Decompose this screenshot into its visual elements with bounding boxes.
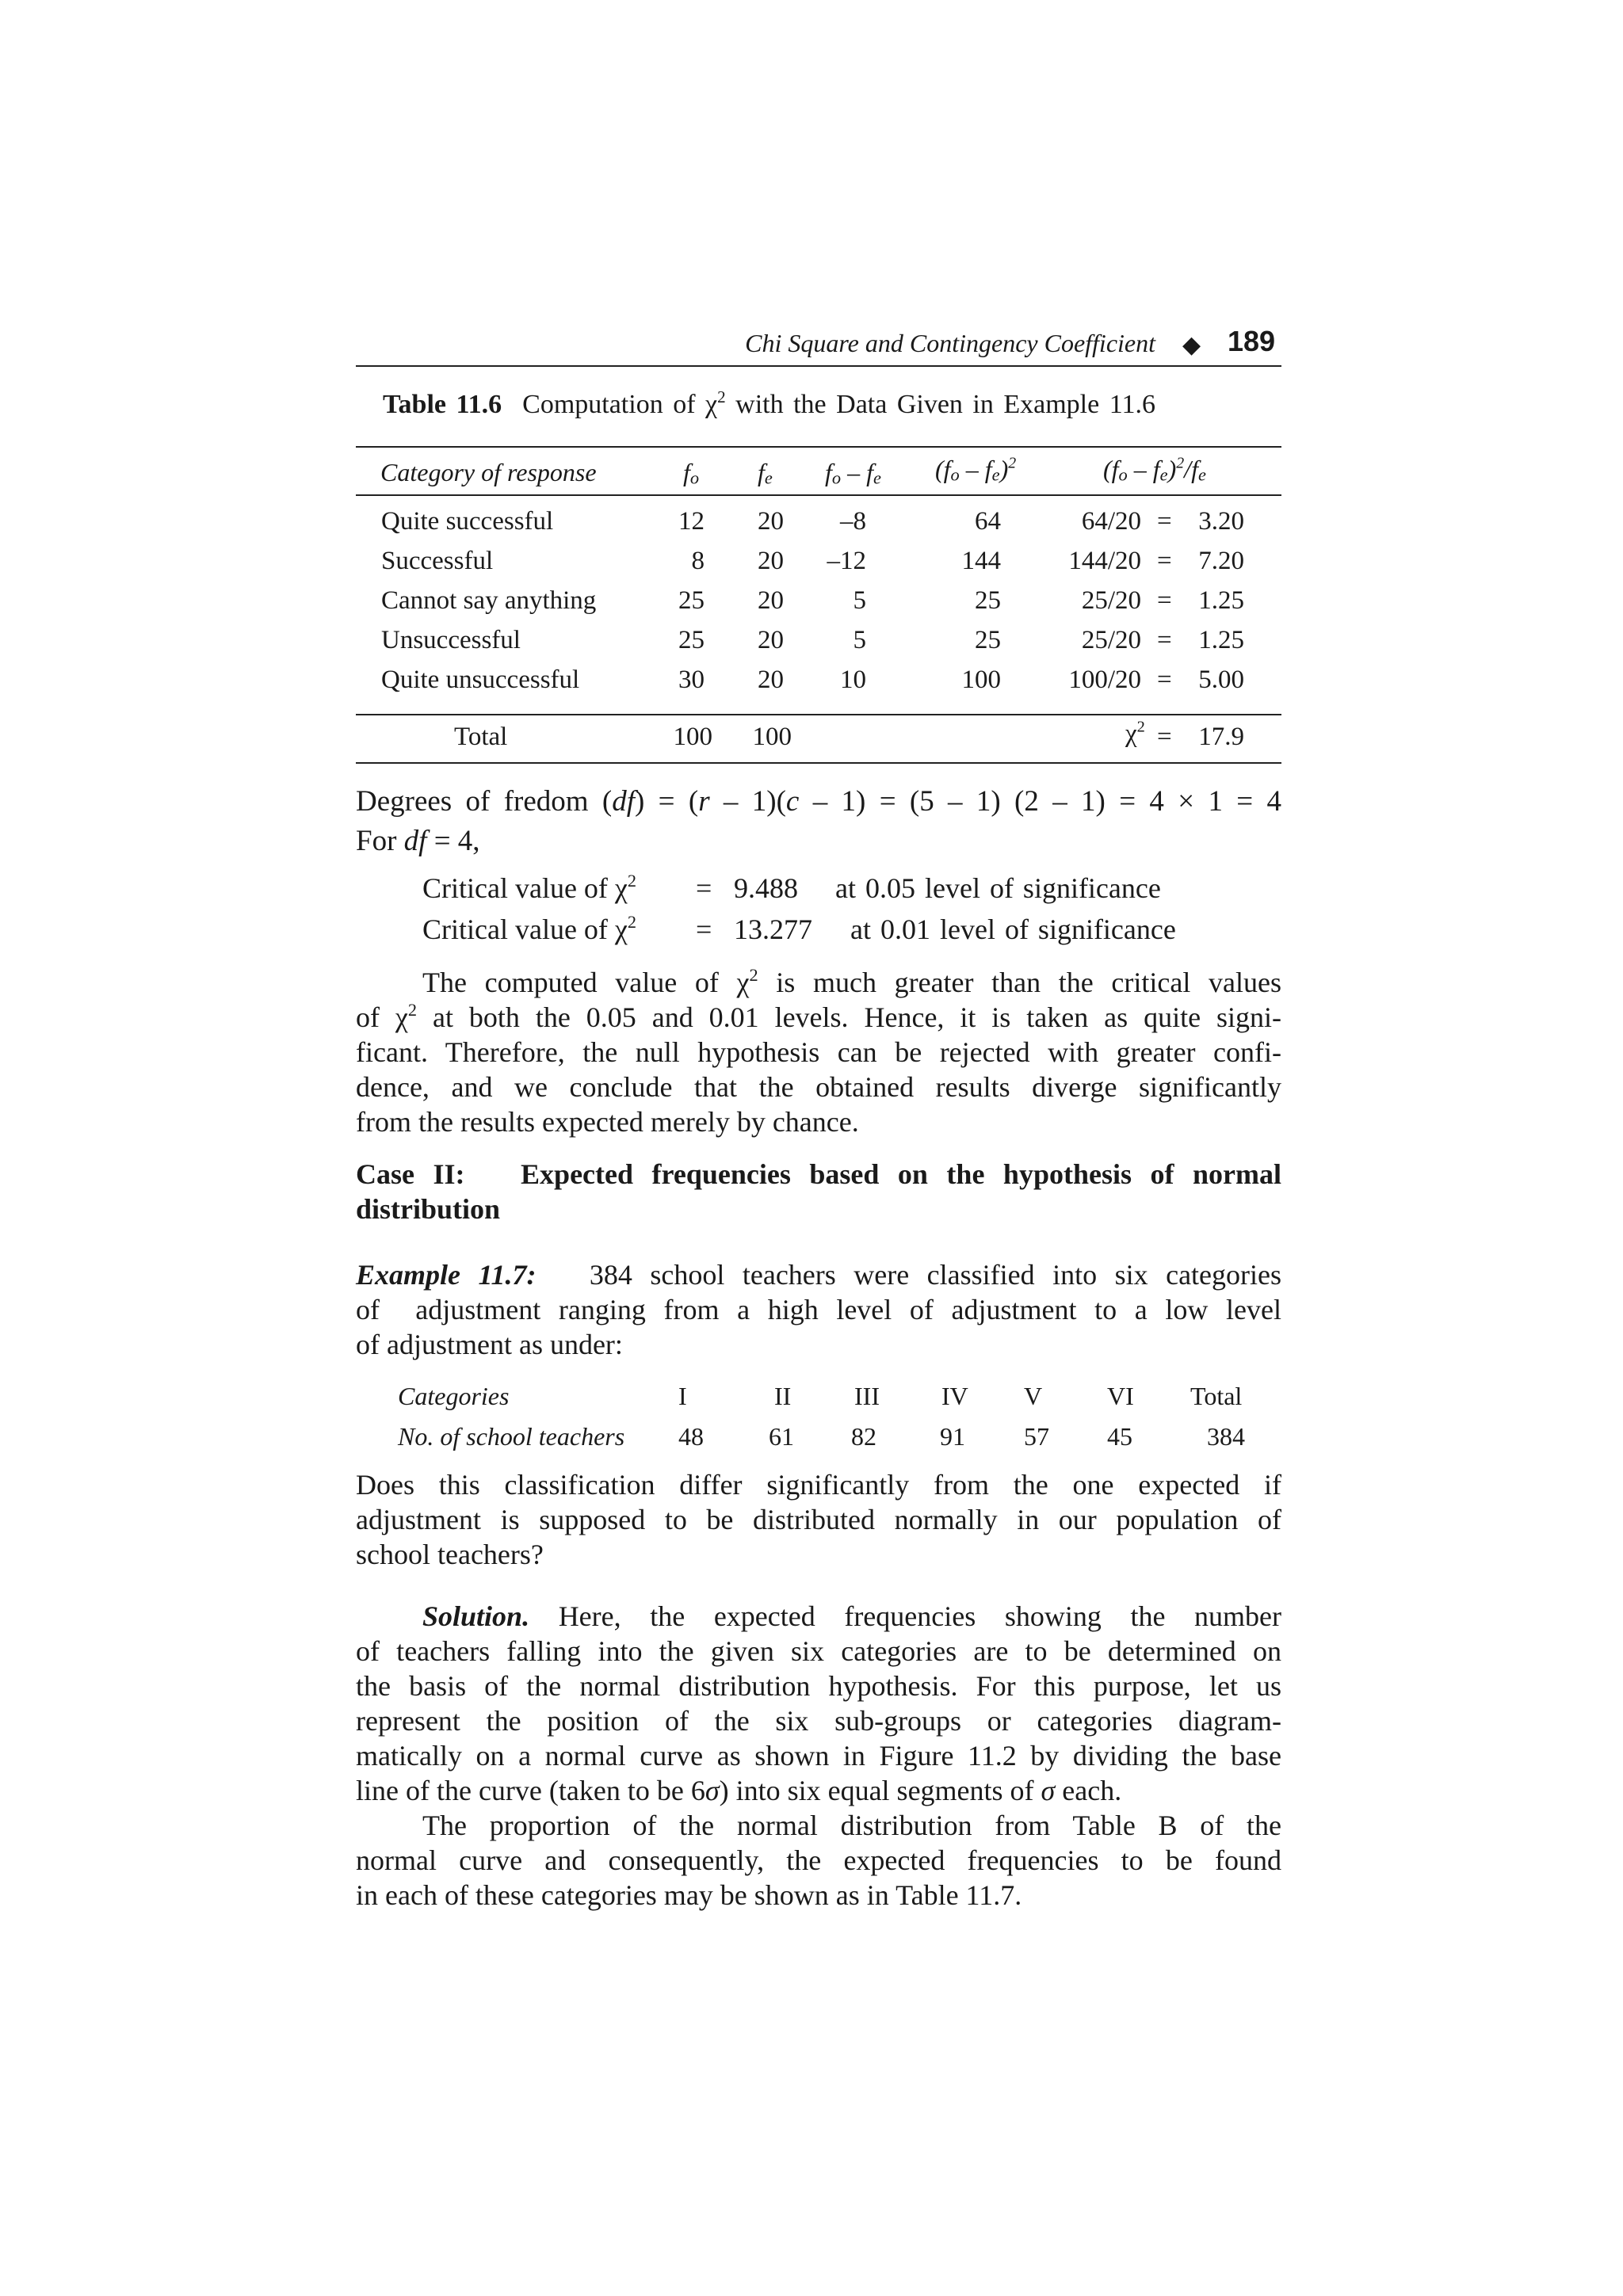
table-cell-diff: 10 xyxy=(840,666,866,694)
table-cell-sq: 144 xyxy=(961,547,1001,575)
solution-line: of teachers falling into the given six categories are to be determined on xyxy=(356,1635,1281,1667)
question-line: Does this classification differ significantly from the one expected if xyxy=(356,1469,1281,1501)
para-text: at both the 0.05 and 0.01 levels. Hence, it is taken as quite signi- xyxy=(417,1001,1281,1033)
para-text: is much greater than the critical values xyxy=(758,967,1281,998)
table-cell-ratio: 64/20 xyxy=(1081,507,1141,536)
crit1-value: 9.488 xyxy=(734,872,798,904)
table-cell-val: 3.20 xyxy=(1198,507,1244,536)
paragraph-conclusion xyxy=(356,965,1281,1139)
table-cell-category: Successful xyxy=(381,547,494,575)
caption-sup: 2 xyxy=(717,387,726,406)
count-cell: 45 xyxy=(1107,1422,1132,1451)
category-header: V xyxy=(1024,1382,1043,1410)
table-cell-fe: 20 xyxy=(758,666,784,694)
para-line: dence, and we conclude that the obtained results diverge significantly xyxy=(356,1071,1281,1103)
category-header: I xyxy=(678,1382,687,1410)
crit2-label xyxy=(422,913,636,946)
table-cell-category: Quite successful xyxy=(381,507,554,536)
dof-text-b: ) = ( xyxy=(635,785,699,818)
dof-df: df xyxy=(612,785,635,818)
table-cell-sq: 64 xyxy=(975,507,1001,536)
heading-line: Case II: Expected frequencies based on the hypothesis of normal xyxy=(356,1158,1281,1190)
table-cell-fo: 30 xyxy=(678,666,705,694)
table-cell-eq: = xyxy=(1157,666,1172,694)
question-line: adjustment is supposed to be distributed normally in our population of xyxy=(356,1504,1281,1535)
running-head: Chi Square and Contingency Coefficient xyxy=(745,329,1155,357)
category-header: IV xyxy=(941,1382,968,1410)
table-cell-val: 5.00 xyxy=(1198,666,1244,694)
table-label: Table 11.6 xyxy=(383,390,502,419)
example-paragraph xyxy=(356,1257,1281,1362)
dof-line xyxy=(356,784,1281,818)
caption-text: Computation of χ xyxy=(522,390,718,419)
teachers-label: No. of school teachers xyxy=(398,1422,625,1451)
question-paragraph xyxy=(356,1467,1281,1572)
para-text: The computed value of χ xyxy=(422,967,750,998)
crit1-label-text: Critical value of χ xyxy=(422,872,628,904)
para-sup: 2 xyxy=(749,965,758,986)
for-text: For xyxy=(356,825,404,857)
solution-text: line of the curve (taken to be 6 xyxy=(356,1775,705,1806)
solution-line: The proportion of the normal distribution from Table B of the xyxy=(422,1810,1281,1841)
table-cell-fo: 25 xyxy=(678,586,705,615)
table-total-fo: 100 xyxy=(673,723,712,751)
table-cell-fe: 20 xyxy=(758,547,784,575)
para-sup: 2 xyxy=(407,1000,418,1020)
dof-c: c xyxy=(785,785,800,818)
col-header-sq: $(f_o - f_e)^2$ xyxy=(935,454,1017,485)
table-caption xyxy=(383,387,1155,420)
example-line: of adjustment as under: xyxy=(356,1329,623,1360)
dof-text-rest: – 1) = (5 – 1) (2 – 1) = 4 × 1 = 4 xyxy=(799,785,1281,818)
count-cell: 82 xyxy=(851,1422,876,1451)
count-cell: 384 xyxy=(1207,1422,1245,1451)
table-cell-fo: 8 xyxy=(691,547,705,575)
table-cell-ratio: 144/20 xyxy=(1068,547,1141,575)
table-total-eq: = xyxy=(1157,723,1172,751)
count-cell: 61 xyxy=(769,1422,794,1451)
table-cell-diff: 5 xyxy=(853,586,866,615)
para-line xyxy=(356,1000,1281,1035)
col-header-diff: $f_o - f_e$ xyxy=(825,458,881,488)
solution-text: each. xyxy=(1055,1775,1122,1806)
solution-text: ) into six equal segments of xyxy=(719,1775,1041,1806)
count-cell: 48 xyxy=(678,1422,704,1451)
para-text: of χ xyxy=(356,1001,408,1033)
heading-line: distribution xyxy=(356,1193,501,1225)
solution-paragraph xyxy=(356,1599,1281,1913)
example-label: Example 11.7: xyxy=(356,1259,537,1291)
sigma-symbol: σ xyxy=(705,1775,720,1806)
category-header: VI xyxy=(1107,1382,1134,1410)
table-cell-fo: 25 xyxy=(678,626,705,654)
table-cell-category: Quite unsuccessful xyxy=(381,666,580,694)
sigma-symbol: σ xyxy=(1041,1775,1056,1806)
table-header-rule xyxy=(356,494,1281,496)
table-total-label: Total xyxy=(454,723,508,751)
table-cell-val: 1.25 xyxy=(1198,586,1244,615)
crit2-level: at 0.01 level of significance xyxy=(850,913,1176,945)
para-line xyxy=(356,965,1281,1000)
table-total-fe: 100 xyxy=(752,723,792,751)
category-header: Total xyxy=(1190,1382,1243,1410)
crit2-eq: = xyxy=(696,913,712,945)
solution-text: Here, the expected frequencies showing the number xyxy=(558,1600,1282,1632)
solution-line xyxy=(356,1773,1281,1808)
solution-label: Solution. xyxy=(422,1600,530,1632)
table-cell-fe: 20 xyxy=(758,507,784,536)
category-header: III xyxy=(854,1382,880,1410)
crit1-sup: 2 xyxy=(627,871,637,891)
col-header-fe: $f_e$ xyxy=(758,458,773,488)
table-total-rule xyxy=(356,714,1281,715)
table-cell-diff: –12 xyxy=(827,547,866,575)
question-line: school teachers? xyxy=(356,1539,544,1570)
count-cell: 91 xyxy=(940,1422,965,1451)
crit1-label xyxy=(422,871,636,905)
col-header-ratio: $(f_o - f_e)^2/f_e$ xyxy=(1103,454,1206,485)
for-text-b: = 4, xyxy=(426,825,480,857)
table-cell-ratio: 100/20 xyxy=(1068,666,1141,694)
caption-text-rest: with the Data Given in Example 11.6 xyxy=(725,390,1155,419)
solution-line: the basis of the normal distribution hypothesis. For this purpose, let us xyxy=(356,1670,1281,1702)
table-cell-sq: 25 xyxy=(975,586,1001,615)
chi-symbol: χ xyxy=(1125,719,1137,748)
table-cell-sq: 25 xyxy=(975,626,1001,654)
crit1-level: at 0.05 level of significance xyxy=(835,872,1161,904)
table-total-chi xyxy=(1125,719,1145,749)
solution-line: in each of these categories may be shown as in Table 11.7. xyxy=(356,1879,1022,1911)
table-cell-category: Cannot say anything xyxy=(381,586,597,615)
dof-text-c1: – 1)( xyxy=(709,785,786,818)
categories-label: Categories xyxy=(398,1382,510,1410)
example-text: 384 school teachers were classified into six categories xyxy=(589,1259,1282,1291)
table-cell-diff: 5 xyxy=(853,626,866,654)
crit1-eq: = xyxy=(696,872,712,904)
chi-sup: 2 xyxy=(1136,718,1145,736)
solution-line: represent the position of the six sub-groups or categories diagram- xyxy=(356,1705,1281,1737)
table-cell-diff: –8 xyxy=(840,507,866,536)
table-cell-sq: 100 xyxy=(961,666,1001,694)
table-cell-eq: = xyxy=(1157,547,1172,575)
dof-text: Degrees of fredom ( xyxy=(356,785,613,818)
table-bottom-rule xyxy=(356,762,1281,764)
case-heading xyxy=(356,1157,1281,1226)
crit2-value: 13.277 xyxy=(734,913,812,945)
diamond-icon: ◆ xyxy=(1182,332,1201,358)
table-cell-fo: 12 xyxy=(678,507,705,536)
col-header-fo: $f_o$ xyxy=(683,458,700,488)
solution-line: normal curve and consequently, the expected frequencies to be found xyxy=(356,1844,1281,1876)
table-cell-eq: = xyxy=(1157,626,1172,654)
table-cell-ratio: 25/20 xyxy=(1081,586,1141,615)
crit2-label-text: Critical value of χ xyxy=(422,913,628,945)
dof-for-line xyxy=(356,824,1281,858)
crit2-sup: 2 xyxy=(627,912,637,933)
example-line: of adjustment ranging from a high level of adjustment to a low level xyxy=(356,1294,1281,1325)
col-header-category: Category of response xyxy=(380,458,597,486)
header-rule xyxy=(356,365,1281,367)
page-number: 189 xyxy=(1228,325,1276,357)
category-header: II xyxy=(774,1382,792,1410)
table-cell-val: 1.25 xyxy=(1198,626,1244,654)
solution-line: matically on a normal curve as shown in Figure 11.2 by dividing the base xyxy=(356,1740,1281,1772)
example-line xyxy=(356,1257,1281,1292)
count-cell: 57 xyxy=(1024,1422,1049,1451)
table-cell-ratio: 25/20 xyxy=(1081,626,1141,654)
table-cell-fe: 20 xyxy=(758,586,784,615)
table-cell-category: Unsuccessful xyxy=(381,626,521,654)
table-cell-eq: = xyxy=(1157,586,1172,615)
table-cell-fe: 20 xyxy=(758,626,784,654)
table-top-rule xyxy=(356,446,1281,448)
for-df: df xyxy=(403,825,427,857)
para-line: ficant. Therefore, the null hypothesis can be rejected with greater confi- xyxy=(356,1036,1281,1068)
table-total-val: 17.9 xyxy=(1198,723,1244,751)
solution-line xyxy=(356,1599,1281,1634)
table-cell-eq: = xyxy=(1157,507,1172,536)
table-cell-val: 7.20 xyxy=(1198,547,1244,575)
dof-r: r xyxy=(698,785,710,818)
para-line: from the results expected merely by chance. xyxy=(356,1106,859,1138)
